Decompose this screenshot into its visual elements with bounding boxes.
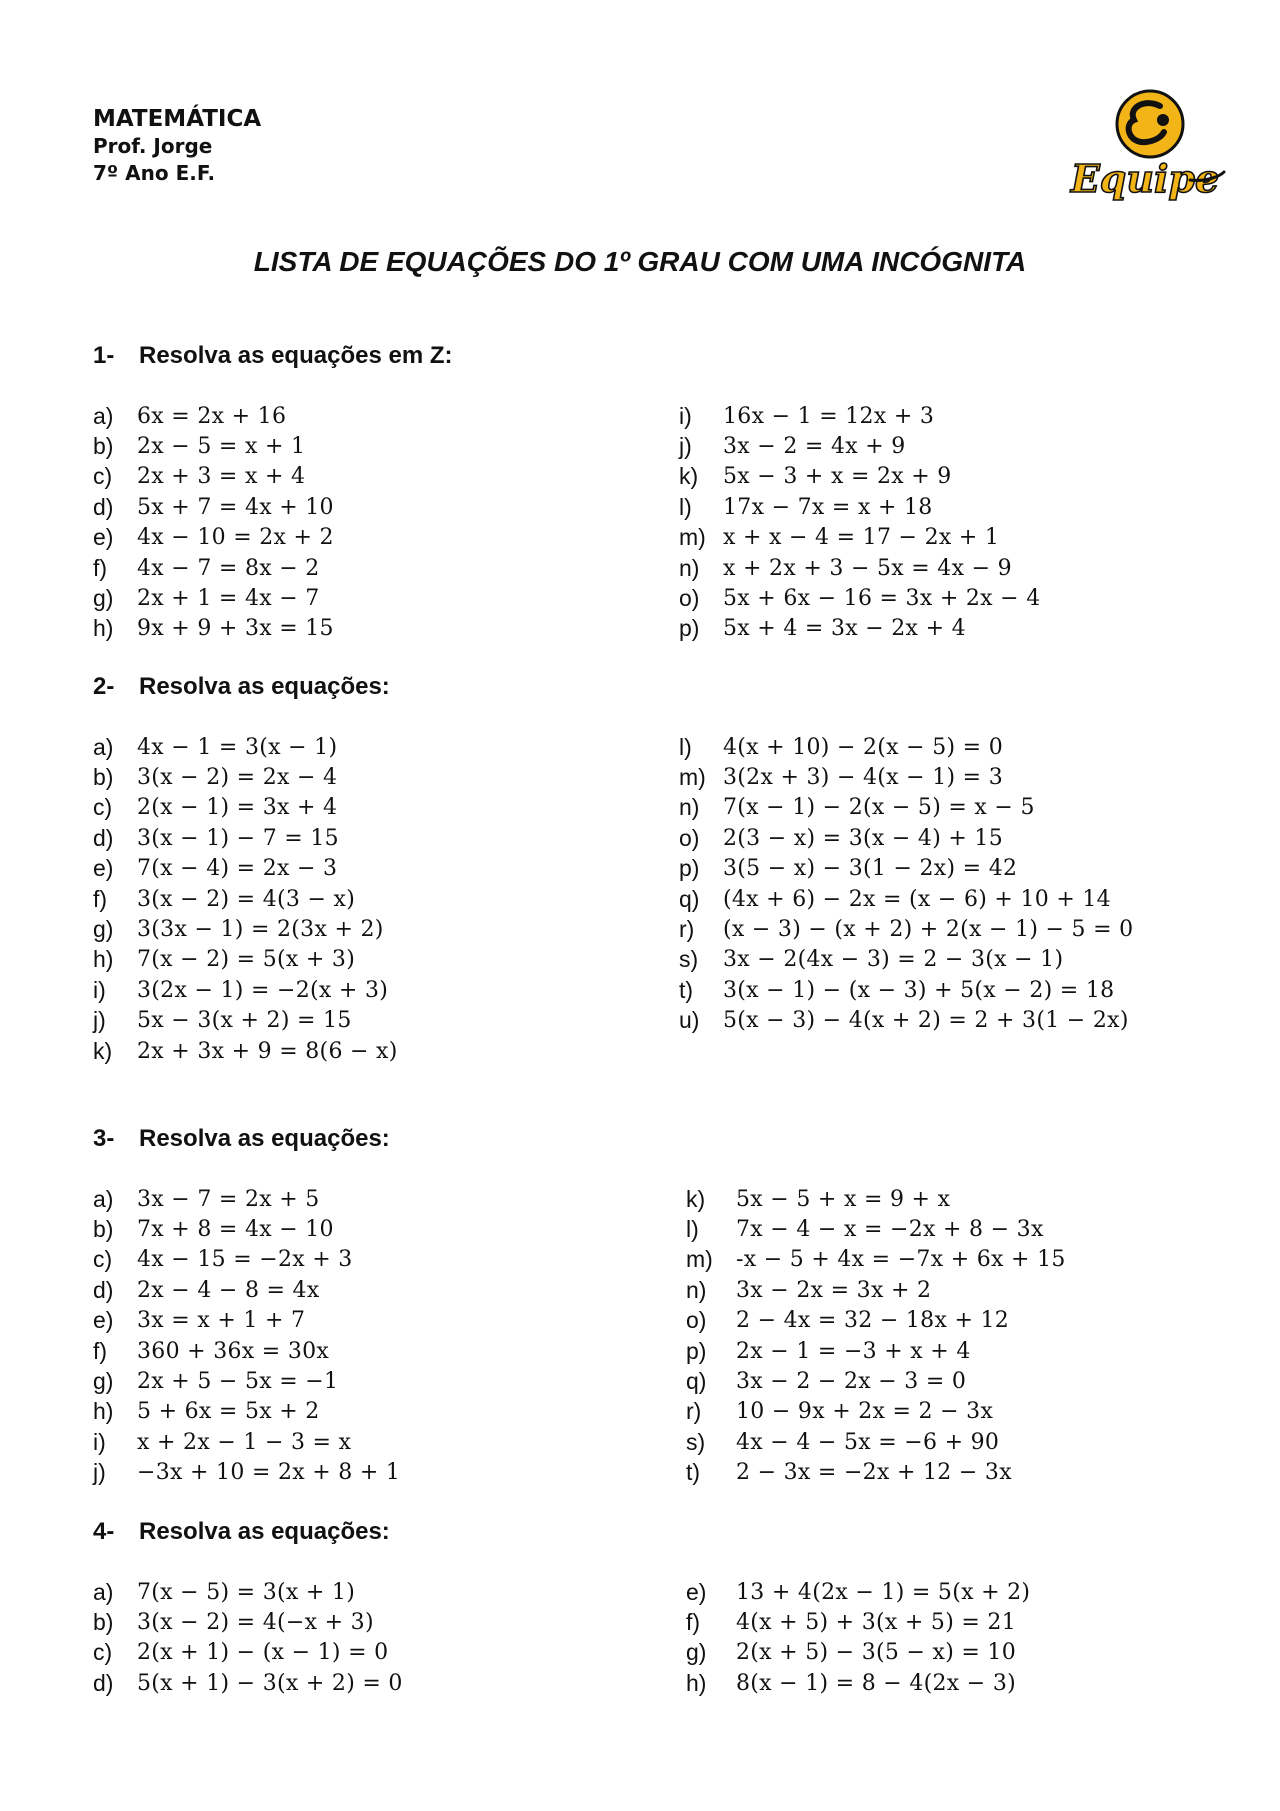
section-3-left-column [93, 1184, 400, 1488]
equation-text: 7(x − 2) = 5(x + 3) [137, 947, 356, 973]
item-letter: b) [93, 1216, 114, 1243]
item-letter: d) [93, 493, 114, 520]
item-letter: c) [93, 1246, 113, 1273]
item-letter: b) [93, 433, 114, 460]
item-letter: n) [679, 554, 700, 581]
equation-text: 2(x + 5) − 3(5 − x) = 10 [736, 1640, 1017, 1666]
equation-text: 2 − 3x = −2x + 12 − 3x [736, 1460, 1012, 1486]
equation-text: 10 − 9x + 2x = 2 − 3x [736, 1399, 994, 1425]
section-1-left-column [93, 401, 334, 644]
equation-text: 4x − 7 = 8x − 2 [137, 555, 320, 581]
equation-text: 3x − 2x = 3x + 2 [736, 1277, 932, 1303]
equation-item [93, 975, 398, 1005]
equation-text: 7(x − 4) = 2x − 3 [137, 856, 338, 882]
equation-text: 5(x + 1) − 3(x + 2) = 0 [137, 1670, 403, 1696]
item-letter: m) [686, 1246, 713, 1273]
item-letter: f) [93, 554, 108, 581]
equation-item [686, 1607, 1030, 1637]
equation-item [686, 1458, 1066, 1488]
equation-text: 4x − 15 = −2x + 3 [137, 1247, 353, 1273]
equation-item [686, 1184, 1066, 1214]
equation-item [93, 1184, 400, 1214]
item-letter: o) [679, 585, 700, 612]
equation-item [686, 1245, 1066, 1275]
section-4-heading [93, 1518, 390, 1546]
item-letter: g) [93, 585, 114, 612]
section-number: 1- [93, 342, 115, 369]
item-letter: e) [93, 855, 114, 882]
item-letter: e) [93, 1307, 114, 1334]
equation-text: 5x + 7 = 4x + 10 [137, 494, 334, 520]
equation-text: 3(3x − 1) = 2(3x + 2) [137, 917, 384, 943]
section-2-right-column [679, 732, 1133, 1036]
item-letter: e) [686, 1578, 707, 1605]
logo-text: Equipe [1070, 156, 1220, 201]
item-letter: b) [93, 764, 114, 791]
item-letter: i) [93, 1428, 106, 1455]
item-letter: g) [686, 1639, 707, 1666]
equation-text: 3x − 7 = 2x + 5 [137, 1186, 320, 1212]
equation-text: x + 2x − 1 − 3 = x [137, 1429, 352, 1455]
equation-item [93, 1458, 400, 1488]
equation-item [93, 1577, 403, 1607]
equation-text: (4x + 6) − 2x = (x − 6) + 10 + 14 [723, 886, 1111, 912]
equation-item [93, 1336, 400, 1366]
item-letter: r) [686, 1398, 702, 1425]
item-letter: k) [93, 1037, 113, 1064]
equation-item [93, 823, 398, 853]
equation-item [93, 583, 334, 613]
item-letter: o) [679, 824, 700, 851]
grade-label: 7º Ano E.F. [93, 161, 216, 185]
item-letter: l) [686, 1216, 699, 1243]
item-letter: c) [93, 794, 113, 821]
item-letter: n) [686, 1276, 707, 1303]
item-letter: d) [93, 824, 114, 851]
equation-item [679, 401, 1041, 431]
equation-item [93, 1668, 403, 1698]
section-1-right-column [679, 401, 1041, 644]
item-letter: q) [679, 885, 700, 912]
equation-text: 2x + 3x + 9 = 8(6 − x) [137, 1038, 398, 1064]
section-3-heading [93, 1125, 390, 1153]
item-letter: f) [686, 1609, 701, 1636]
item-letter: m) [679, 524, 706, 551]
item-letter: i) [679, 402, 692, 429]
item-letter: s) [679, 946, 699, 973]
equation-item [679, 431, 1041, 461]
equation-text: 3(x − 1) − 7 = 15 [137, 825, 339, 851]
item-letter: d) [93, 1276, 114, 1303]
equation-item [93, 1607, 403, 1637]
item-letter: o) [686, 1307, 707, 1334]
equation-text: 3(x − 2) = 4(−x + 3) [137, 1610, 374, 1636]
item-letter: a) [93, 402, 114, 429]
equation-item [679, 732, 1133, 762]
equation-item [93, 1397, 400, 1427]
section-2-left-column [93, 732, 398, 1066]
equation-item [93, 945, 398, 975]
item-letter: t) [686, 1459, 701, 1486]
item-letter: g) [93, 916, 114, 943]
equation-item [93, 762, 398, 792]
item-letter: p) [679, 855, 700, 882]
equation-text: 5(x − 3) − 4(x + 2) = 2 + 3(1 − 2x) [723, 1008, 1129, 1034]
item-letter: h) [93, 1398, 114, 1425]
item-letter: r) [679, 916, 695, 943]
item-letter: l) [679, 493, 692, 520]
item-letter: k) [686, 1185, 706, 1212]
equation-text: 3(x − 2) = 2x − 4 [137, 765, 338, 791]
section-1-heading [93, 342, 452, 370]
equation-text: 7(x − 5) = 3(x + 1) [137, 1579, 356, 1605]
equation-text: 5x − 5 + x = 9 + x [736, 1186, 951, 1212]
equation-item [679, 914, 1133, 944]
item-letter: q) [686, 1368, 707, 1395]
document-title: LISTA DE EQUAÇÕES DO 1º GRAU COM UMA INCÓGNITA [253, 246, 1027, 277]
equation-item [93, 1245, 400, 1275]
item-letter: j) [93, 1459, 106, 1486]
equation-item [93, 1036, 398, 1066]
item-letter: p) [679, 615, 700, 642]
section-title: Resolva as equações em Z: [139, 342, 453, 369]
equation-text: 7x + 8 = 4x − 10 [137, 1217, 334, 1243]
item-letter: i) [93, 976, 106, 1003]
equation-item [686, 1577, 1030, 1607]
section-number: 2- [93, 673, 115, 700]
header-block [93, 106, 261, 187]
equation-text: 2x + 5 − 5x = −1 [137, 1369, 339, 1395]
equation-text: 4(x + 10) − 2(x − 5) = 0 [723, 734, 1004, 760]
equation-item [93, 914, 398, 944]
section-number: 3- [93, 1125, 115, 1152]
equation-item [93, 854, 398, 884]
equation-item [93, 1006, 398, 1036]
equation-text: 2(x − 1) = 3x + 4 [137, 795, 338, 821]
equation-text: 3x − 2(4x − 3) = 2 − 3(x − 1) [723, 947, 1064, 973]
subject-label: MATEMÁTICA [93, 106, 262, 132]
equation-text: 5x + 4 = 3x − 2x + 4 [723, 616, 966, 642]
equation-item [93, 1427, 400, 1457]
item-letter: a) [93, 1578, 114, 1605]
equation-item [686, 1668, 1030, 1698]
equation-item [93, 553, 334, 583]
equation-text: 3(5 − x) − 3(1 − 2x) = 42 [723, 856, 1018, 882]
equation-item [679, 1006, 1133, 1036]
equation-item [93, 614, 334, 644]
equation-text: -x − 5 + 4x = −7x + 6x + 15 [736, 1247, 1066, 1273]
equation-item [93, 1638, 403, 1668]
equation-item [679, 884, 1133, 914]
equation-text: 9x + 9 + 3x = 15 [137, 616, 334, 642]
item-letter: a) [93, 733, 114, 760]
item-letter: k) [679, 463, 699, 490]
equation-text: 2 − 4x = 32 − 18x + 12 [736, 1308, 1010, 1334]
equation-item [679, 523, 1041, 553]
equation-item [679, 462, 1041, 492]
equation-text: 5x + 6x − 16 = 3x + 2x − 4 [723, 586, 1041, 612]
item-letter: f) [93, 1337, 108, 1364]
equation-text: 7(x − 1) − 2(x − 5) = x − 5 [723, 795, 1035, 821]
equation-text: 17x − 7x = x + 18 [723, 494, 933, 520]
equation-item [679, 793, 1133, 823]
equation-item [686, 1336, 1066, 1366]
equation-text: 3(2x − 1) = −2(x + 3) [137, 977, 389, 1003]
equation-item [679, 945, 1133, 975]
equation-text: 5x − 3 + x = 2x + 9 [723, 464, 952, 490]
equation-text: 3x − 2 = 4x + 9 [723, 434, 906, 460]
equation-item [93, 1214, 400, 1244]
item-letter: a) [93, 1185, 114, 1212]
equation-text: 3x − 2 − 2x − 3 = 0 [736, 1369, 967, 1395]
equation-text: 2x − 5 = x + 1 [137, 434, 306, 460]
equation-text: 4x − 4 − 5x = −6 + 90 [736, 1429, 1000, 1455]
equipe-logo [1062, 84, 1228, 204]
equation-item [93, 401, 334, 431]
item-letter: t) [679, 976, 694, 1003]
equation-text: x + 2x + 3 − 5x = 4x − 9 [723, 555, 1012, 581]
equation-item [686, 1397, 1066, 1427]
equation-item [686, 1427, 1066, 1457]
equation-text: 16x − 1 = 12x + 3 [723, 403, 935, 429]
equation-text: 2x − 4 − 8 = 4x [137, 1277, 320, 1303]
section-number: 4- [93, 1518, 115, 1545]
equation-text: 2x − 1 = −3 + x + 4 [736, 1338, 971, 1364]
equation-item [679, 823, 1133, 853]
item-letter: d) [93, 1669, 114, 1696]
equation-text: 2x + 3 = x + 4 [137, 464, 306, 490]
item-letter: l) [679, 733, 692, 760]
equation-text: 3(x − 1) − (x − 3) + 5(x − 2) = 18 [723, 977, 1115, 1003]
equation-text: 5x − 3(x + 2) = 15 [137, 1008, 352, 1034]
equation-item [686, 1275, 1066, 1305]
equation-item [679, 854, 1133, 884]
item-letter: c) [93, 463, 113, 490]
equation-text: 13 + 4(2x − 1) = 5(x + 2) [736, 1579, 1031, 1605]
equation-item [93, 1366, 400, 1396]
item-letter: b) [93, 1609, 114, 1636]
equation-item [93, 523, 334, 553]
item-letter: g) [93, 1368, 114, 1395]
item-letter: u) [679, 1007, 700, 1034]
equation-text: −3x + 10 = 2x + 8 + 1 [137, 1460, 401, 1486]
section-title: Resolva as equações: [139, 673, 390, 700]
section-2-heading [93, 673, 390, 701]
equation-text: 3(2x + 3) − 4(x − 1) = 3 [723, 765, 1004, 791]
equation-text: 360 + 36x = 30x [137, 1338, 330, 1364]
equation-text: 4x − 10 = 2x + 2 [137, 525, 334, 551]
item-letter: n) [679, 794, 700, 821]
equation-text: 3x = x + 1 + 7 [137, 1308, 306, 1334]
item-letter: f) [93, 885, 108, 912]
equation-text: 7x − 4 − x = −2x + 8 − 3x [736, 1217, 1044, 1243]
equation-item [686, 1306, 1066, 1336]
equation-item [93, 462, 334, 492]
section-title: Resolva as equações: [139, 1125, 390, 1152]
equation-item [679, 975, 1133, 1005]
equation-text: 8(x − 1) = 8 − 4(2x − 3) [736, 1670, 1017, 1696]
item-letter: j) [93, 1007, 106, 1034]
equation-item [679, 492, 1041, 522]
equation-item [679, 553, 1041, 583]
equation-item [686, 1366, 1066, 1396]
section-4-right-column [686, 1577, 1030, 1699]
equation-text: 2(3 − x) = 3(x − 4) + 15 [723, 825, 1004, 851]
equation-item [93, 732, 398, 762]
equation-item [679, 762, 1133, 792]
equation-item [686, 1214, 1066, 1244]
equation-item [93, 431, 334, 461]
equation-item [93, 1306, 400, 1336]
section-4-left-column [93, 1577, 403, 1699]
equation-text: 2(x + 1) − (x − 1) = 0 [137, 1640, 389, 1666]
teacher-label: Prof. Jorge [93, 134, 213, 158]
equation-text: 5 + 6x = 5x + 2 [137, 1399, 320, 1425]
equation-item [93, 1275, 400, 1305]
section-title: Resolva as equações: [139, 1518, 390, 1545]
equation-item [686, 1638, 1030, 1668]
equation-text: 4(x + 5) + 3(x + 5) = 21 [736, 1610, 1017, 1636]
item-letter: h) [93, 615, 114, 642]
item-letter: h) [93, 946, 114, 973]
equation-item [679, 614, 1041, 644]
item-letter: h) [686, 1669, 707, 1696]
item-letter: c) [93, 1639, 113, 1666]
equation-text: 6x = 2x + 16 [137, 403, 287, 429]
equation-item [93, 793, 398, 823]
item-letter: m) [679, 764, 706, 791]
equation-text: 4x − 1 = 3(x − 1) [137, 734, 338, 760]
item-letter: s) [686, 1428, 706, 1455]
item-letter: e) [93, 524, 114, 551]
equation-text: 2x + 1 = 4x − 7 [137, 586, 320, 612]
equation-text: (x − 3) − (x + 2) + 2(x − 1) − 5 = 0 [723, 917, 1134, 943]
equation-text: x + x − 4 = 17 − 2x + 1 [723, 525, 1000, 551]
equation-item [93, 492, 334, 522]
equation-item [93, 884, 398, 914]
item-letter: j) [679, 433, 692, 460]
section-3-right-column [686, 1184, 1066, 1488]
item-letter: p) [686, 1337, 707, 1364]
equation-text: 3(x − 2) = 4(3 − x) [137, 886, 356, 912]
equation-item [679, 583, 1041, 613]
